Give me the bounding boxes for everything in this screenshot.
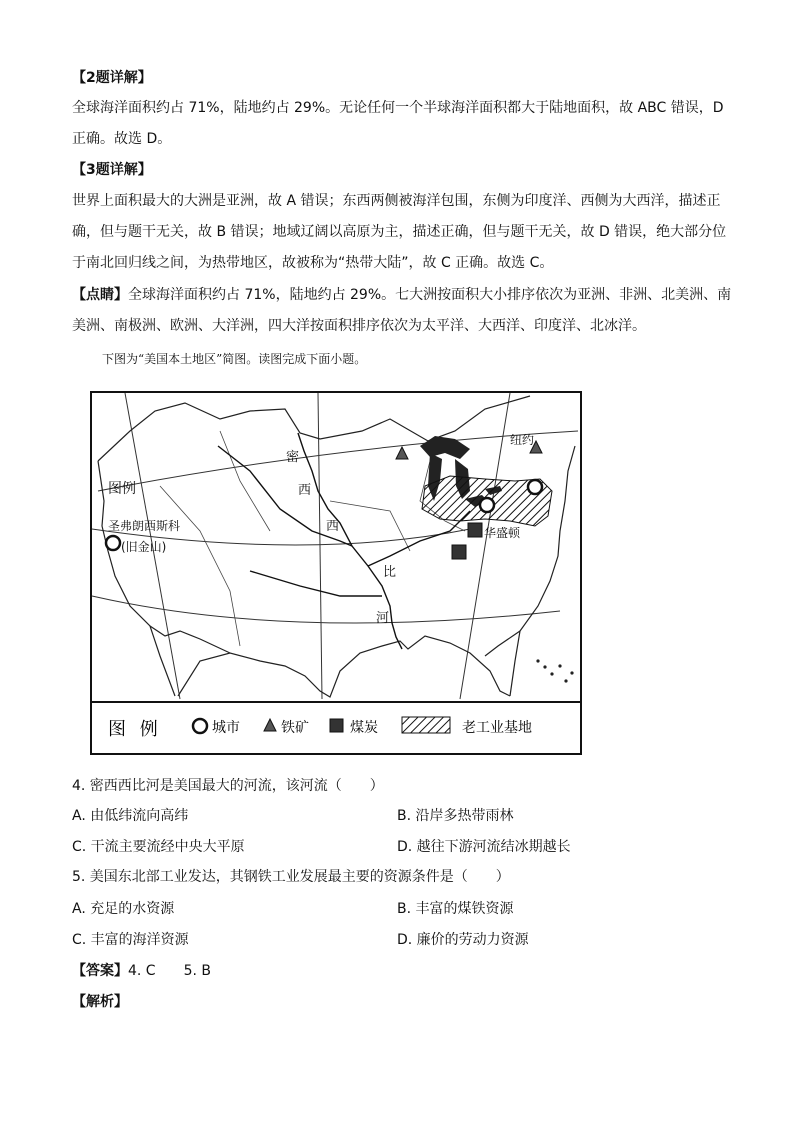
- legend-coal-icon: [330, 719, 343, 732]
- tip-paragraph-line1: [72, 285, 731, 305]
- river-label-char-5: 河: [376, 611, 390, 626]
- san-francisco-alt-label: (旧金山): [121, 540, 167, 554]
- q4-option-d: D. 越往下游河流结冰期越长: [397, 839, 571, 855]
- city-icon: [106, 536, 120, 550]
- q2-text-line2: 正确。故选 D。: [72, 131, 172, 147]
- map-caption: 下图为“美国本土地区”简图。读图完成下面小题。: [102, 352, 367, 366]
- q3-text-line2: 确，但与题干无关，故 B 错误；地域辽阔以高原为主，描述正确，但与题干无关，故 D 错误，绝大部分位: [72, 224, 727, 240]
- tip-heading: 【点睛】: [72, 287, 128, 303]
- q2-heading: 【2题详解】: [72, 70, 152, 86]
- q3-text-line3: 于南北回归线之间，为热带地区，故被称为“热带大陆”，故 C 正确。故选 C。: [72, 255, 554, 271]
- q3-heading: 【3题详解】: [72, 162, 152, 178]
- legend-city-icon: [193, 719, 207, 733]
- q5-option-d: D. 廉价的劳动力资源: [397, 932, 529, 948]
- new-york-label: 纽约: [510, 433, 535, 447]
- legend-old-industrial-icon: [402, 717, 450, 733]
- inner-legend-word: 图例: [108, 481, 136, 497]
- q5-stem: 5. 美国东北部工业发达，其钢铁工业发展最主要的资源条件是（ ）: [72, 869, 510, 885]
- q5-option-a: A. 充足的水资源: [72, 901, 175, 917]
- q4-option-b: B. 沿岸多热带雨林: [397, 808, 514, 824]
- city-icon: [480, 498, 494, 512]
- river-label-char-3: 西: [326, 519, 340, 534]
- q4-option-a: A. 由低纬流向高纬: [72, 808, 189, 824]
- q5-option-c: C. 丰富的海洋资源: [72, 932, 189, 948]
- tip-text-line1: 全球海洋面积约占 71%，陆地约占 29%。七大洲按面积大小排序依次为亚洲、非洲、北美洲、南: [128, 287, 732, 303]
- analysis-heading: 【解析】: [72, 994, 128, 1010]
- q2-text-line1: 全球海洋面积约占 71%，陆地约占 29%。无论任何一个半球海洋面积都大于陆地面积，故 ABC 错误，D: [72, 100, 724, 116]
- washington-label: 华盛顿: [484, 526, 521, 540]
- answer-line: [72, 961, 211, 981]
- tip-text-line2: 美洲、南极洲、欧洲、大洋洲，四大洋按面积排序依次为太平洋、大西洋、印度洋、北冰洋。: [72, 318, 646, 334]
- q4-stem: 4. 密西西比河是美国最大的河流，该河流（ ）: [72, 778, 384, 794]
- answer-value: 4. C 5. B: [128, 963, 211, 979]
- answer-label: 【答案】: [72, 963, 128, 979]
- legend-city-label: 城市: [212, 720, 240, 736]
- coal-icon: [468, 523, 482, 537]
- legend-coal-label: 煤炭: [350, 720, 378, 736]
- city-icon: [528, 480, 542, 494]
- river-label-char-1: 密: [286, 450, 300, 465]
- legend-title: 图 例: [108, 719, 162, 740]
- q3-text-line1: 世界上面积最大的大洲是亚洲，故 A 错误；东西两侧被海洋包围，东侧为印度洋、西侧为大西洋，描述正: [72, 193, 721, 209]
- map-frame: [91, 392, 581, 754]
- river-label-char-2: 西: [298, 483, 312, 498]
- river-label-char-4: 比: [383, 565, 397, 580]
- legend-iron-label: 铁矿: [281, 720, 309, 736]
- san-francisco-label: 圣弗朗西斯科: [108, 519, 181, 533]
- q5-option-b: B. 丰富的煤铁资源: [397, 901, 514, 917]
- coal-icon: [452, 545, 466, 559]
- legend-old-industrial-label: 老工业基地: [462, 720, 532, 736]
- usa-map: [90, 391, 582, 755]
- q4-option-c: C. 干流主要流经中央大平原: [72, 839, 245, 855]
